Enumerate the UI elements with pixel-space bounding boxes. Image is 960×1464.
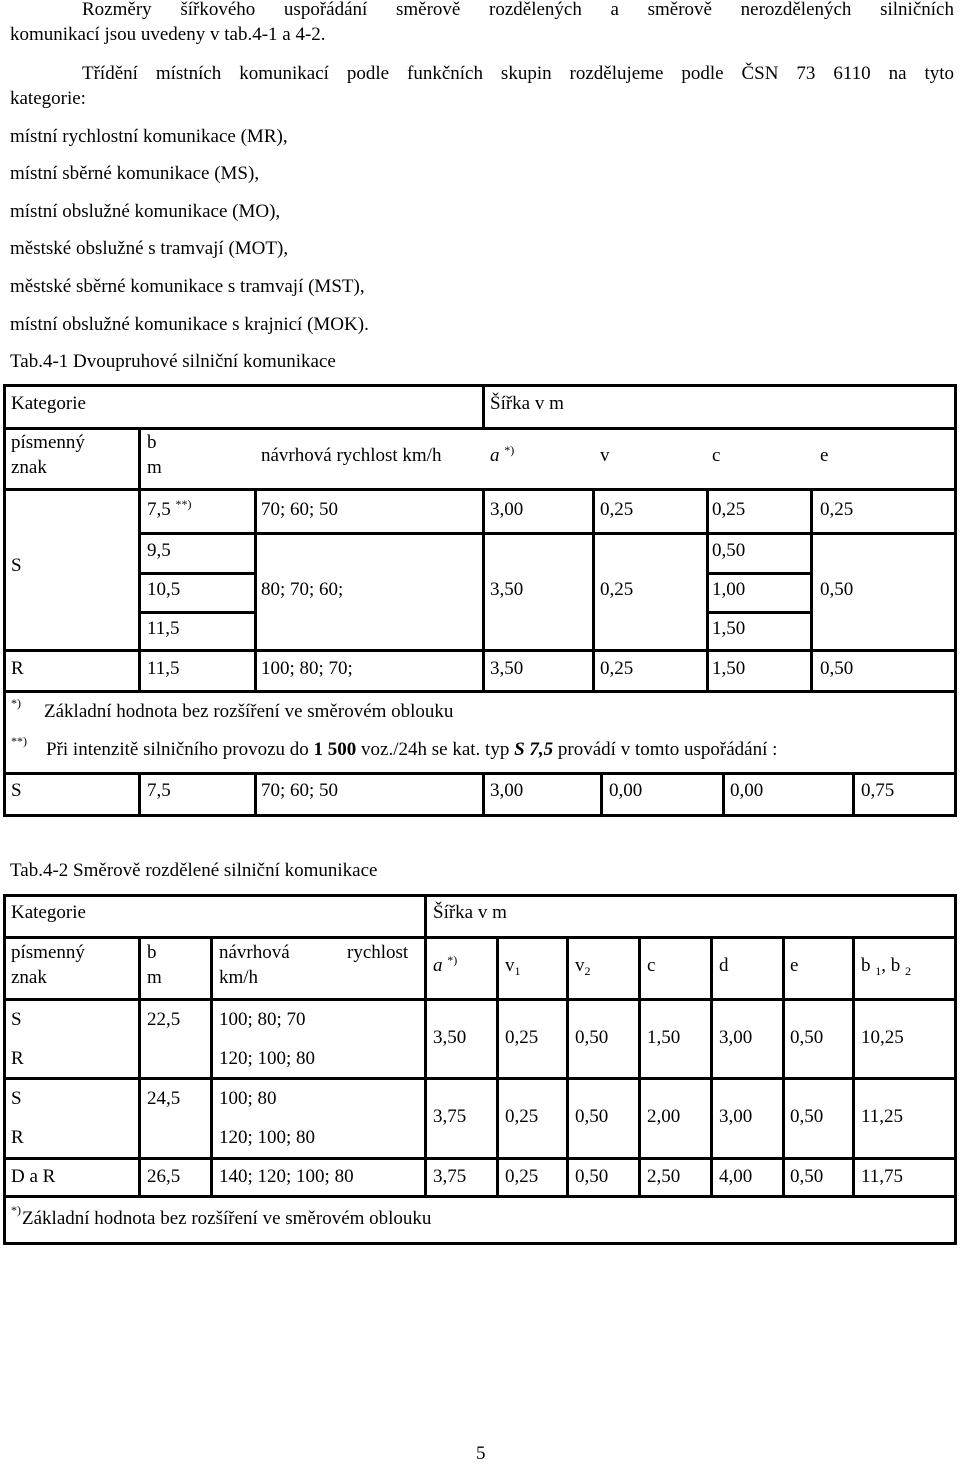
table1-cell-a: 3,50 (490, 658, 524, 679)
table1-cell-speed: 70; 60; 50 (261, 780, 339, 801)
category-list-item: městské obslužné s tramvají (MOT), (10, 238, 289, 259)
table1-cell-c: 1,50 (712, 618, 746, 639)
intro-paragraph-2-line-1: Třídění místních komunikací podle funkčních skupin rozdělujeme podle ČSN 73 6110 na tyto (82, 63, 954, 84)
category-list-item: místní obslužné komunikace (MO), (10, 201, 281, 222)
table2-cell-speed: 140; 120; 100; 80 (219, 1166, 354, 1187)
table1-cell-b: 11,5 (147, 618, 180, 639)
table2-header-c: c (647, 955, 656, 976)
table1-cell-b: 10,5 (147, 579, 181, 600)
table2-cell-e: 0,50 (790, 1106, 824, 1127)
table2-header-navrhova: návrhová (219, 942, 290, 963)
table2-cell-e: 0,50 (790, 1027, 824, 1048)
table2-cell-b: 26,5 (147, 1166, 181, 1187)
table2-cell-a: 3,75 (433, 1166, 467, 1187)
table2-cell-d: 3,00 (719, 1027, 753, 1048)
table2-cell-v2: 0,50 (575, 1106, 609, 1127)
table2-header-znak: znak (11, 967, 47, 988)
table2-cell-d: 4,00 (719, 1166, 753, 1187)
table1-cell-c: 1,00 (712, 579, 746, 600)
table2-cell-c: 2,50 (647, 1166, 681, 1187)
table1-cell-v: 0,00 (609, 780, 643, 801)
table2-cell-a: 3,75 (433, 1106, 467, 1127)
table1-header-pismenny: písmenný (11, 432, 85, 453)
table2-cell-d: 3,00 (719, 1106, 753, 1127)
table2-note-text: Základní hodnota bez rozšíření ve směrovém oblouku (22, 1208, 432, 1229)
table2-header-kategorie: Kategorie (11, 902, 86, 923)
table2-header-pismenny: písmenný (11, 942, 85, 963)
table1-header-sirka: Šířka v m (490, 393, 564, 414)
category-list-item: místní obslužné komunikace s krajnicí (MOK). (10, 314, 369, 335)
table2-cell-b12: 11,25 (861, 1106, 904, 1127)
page-number: 5 (476, 1443, 486, 1464)
table2-cell-b: 24,5 (147, 1088, 181, 1109)
table2-cell-b12: 11,75 (861, 1166, 904, 1187)
table1-note2-text: Při intenzitě silničního provozu do 1 500 voz./24h se kat. typ S 7,5 provádí v tomto uspořádání : (46, 739, 778, 760)
table1-cell-v: 0,25 (600, 658, 634, 679)
table1-header-a: a *) (490, 443, 515, 466)
table2-header-b: b (147, 942, 157, 963)
intro-paragraph-2-line-2: kategorie: (10, 88, 86, 109)
table2-header-v1: $v_1$ (505, 955, 521, 978)
table1-cell-c: 0,50 (712, 540, 746, 561)
table1-header-m: m (147, 457, 162, 478)
table1-cell-b: 7,5 (147, 780, 171, 801)
table1-header-v: v (600, 445, 610, 466)
table1-cell-v: 0,25 (600, 499, 634, 520)
table1-cell-a: 3,00 (490, 780, 524, 801)
table1-header-c: c (712, 445, 721, 466)
table2-header-v2: $v_2$ (575, 955, 591, 978)
table1-cell-e: 0,25 (820, 499, 854, 520)
table1-cell-c: 0,00 (730, 780, 764, 801)
table2-category-d-a-r: D a R (11, 1166, 56, 1187)
table2-header-a: a *) (433, 953, 458, 976)
table2-cell-e: 0,50 (790, 1166, 824, 1187)
table2-header-kmh: km/h (219, 967, 259, 988)
table1-header-e: e (820, 445, 829, 466)
table2-header-rychlost: rychlost (347, 942, 409, 963)
table1-cell-speed: 100; 80; 70; (261, 658, 353, 679)
table2-note-mark: *) (11, 1203, 21, 1217)
table1-category-s: S (11, 555, 22, 576)
table2-header-m: m (147, 967, 162, 988)
table1-header-znak: znak (11, 457, 47, 478)
table1-note2-mark: **) (11, 734, 27, 748)
table2-cell-v1: 0,25 (505, 1027, 539, 1048)
table2-header-b1-b2: b $_1$, b $_2$ (861, 955, 911, 978)
table1-cell-speed: 70; 60; 50 (261, 499, 339, 520)
table1-cell-speed: 80; 70; 60; (261, 579, 344, 600)
table2-cell-a: 3,50 (433, 1027, 467, 1048)
table2-cell-v1: 0,25 (505, 1106, 539, 1127)
table2-header-e: e (790, 955, 799, 976)
table1-cell-a: 3,00 (490, 499, 524, 520)
table1-caption: Tab.4-1 Dvoupruhové silniční komunikace (10, 351, 336, 372)
category-list-item: místní sběrné komunikace (MS), (10, 163, 260, 184)
intro-paragraph-1-line-1: Rozměry šířkového uspořádání směrově rozdělených a směrově nerozdělených silničních (82, 0, 954, 20)
table2-header-sirka: Šířka v m (433, 902, 507, 923)
table1-cell-a: 3,50 (490, 579, 524, 600)
table1-cell-v: 0,25 (600, 579, 634, 600)
table2-category-r: R (11, 1127, 24, 1148)
table1-cell-c: 0,25 (712, 499, 746, 520)
table1-header-b: b (147, 432, 157, 453)
table2-cell-speed: 100; 80; 70 (219, 1009, 306, 1030)
table2-cell-v2: 0,50 (575, 1027, 609, 1048)
table2-cell-b12: 10,25 (861, 1027, 904, 1048)
table2-cell-c: 1,50 (647, 1027, 681, 1048)
table1-cell-c: 1,50 (712, 658, 746, 679)
table1-cell-b: 9,5 (147, 540, 171, 561)
table1-note1-text: Základní hodnota bez rozšíření ve směrovém oblouku (44, 701, 454, 722)
table1-cell-b: 11,5 (147, 658, 180, 679)
table2-cell-speed: 120; 100; 80 (219, 1048, 316, 1069)
table1-cell-b: 7,5 **) (147, 497, 192, 520)
table2-cell-b: 22,5 (147, 1009, 181, 1030)
table2-cell-v1: 0,25 (505, 1166, 539, 1187)
table2-header-d: d (719, 955, 729, 976)
table1-header-rychlost: návrhová rychlost km/h (261, 445, 442, 466)
table1-category-r: R (11, 658, 24, 679)
table1-cell-e: 0,50 (820, 658, 854, 679)
table2-cell-speed: 120; 100; 80 (219, 1127, 316, 1148)
table2-category-r: R (11, 1048, 24, 1069)
category-list-item: městské sběrné komunikace s tramvají (MST), (10, 276, 365, 297)
intro-paragraph-1-line-2: komunikací jsou uvedeny v tab.4-1 a 4-2. (10, 24, 326, 45)
table1-header-kategorie: Kategorie (11, 393, 86, 414)
category-list-item: místní rychlostní komunikace (MR), (10, 126, 288, 147)
table2-category-s: S (11, 1009, 22, 1030)
table2-cell-v2: 0,50 (575, 1166, 609, 1187)
table2-cell-c: 2,00 (647, 1106, 681, 1127)
table1-cell-e: 0,50 (820, 579, 854, 600)
table2-caption: Tab.4-2 Směrově rozdělené silniční komunikace (10, 860, 378, 881)
table1-note1-mark: *) (11, 696, 21, 710)
table1-cell-e: 0,75 (861, 780, 895, 801)
table1-category-s: S (11, 780, 22, 801)
table2-category-s: S (11, 1088, 22, 1109)
table2-cell-speed: 100; 80 (219, 1088, 277, 1109)
